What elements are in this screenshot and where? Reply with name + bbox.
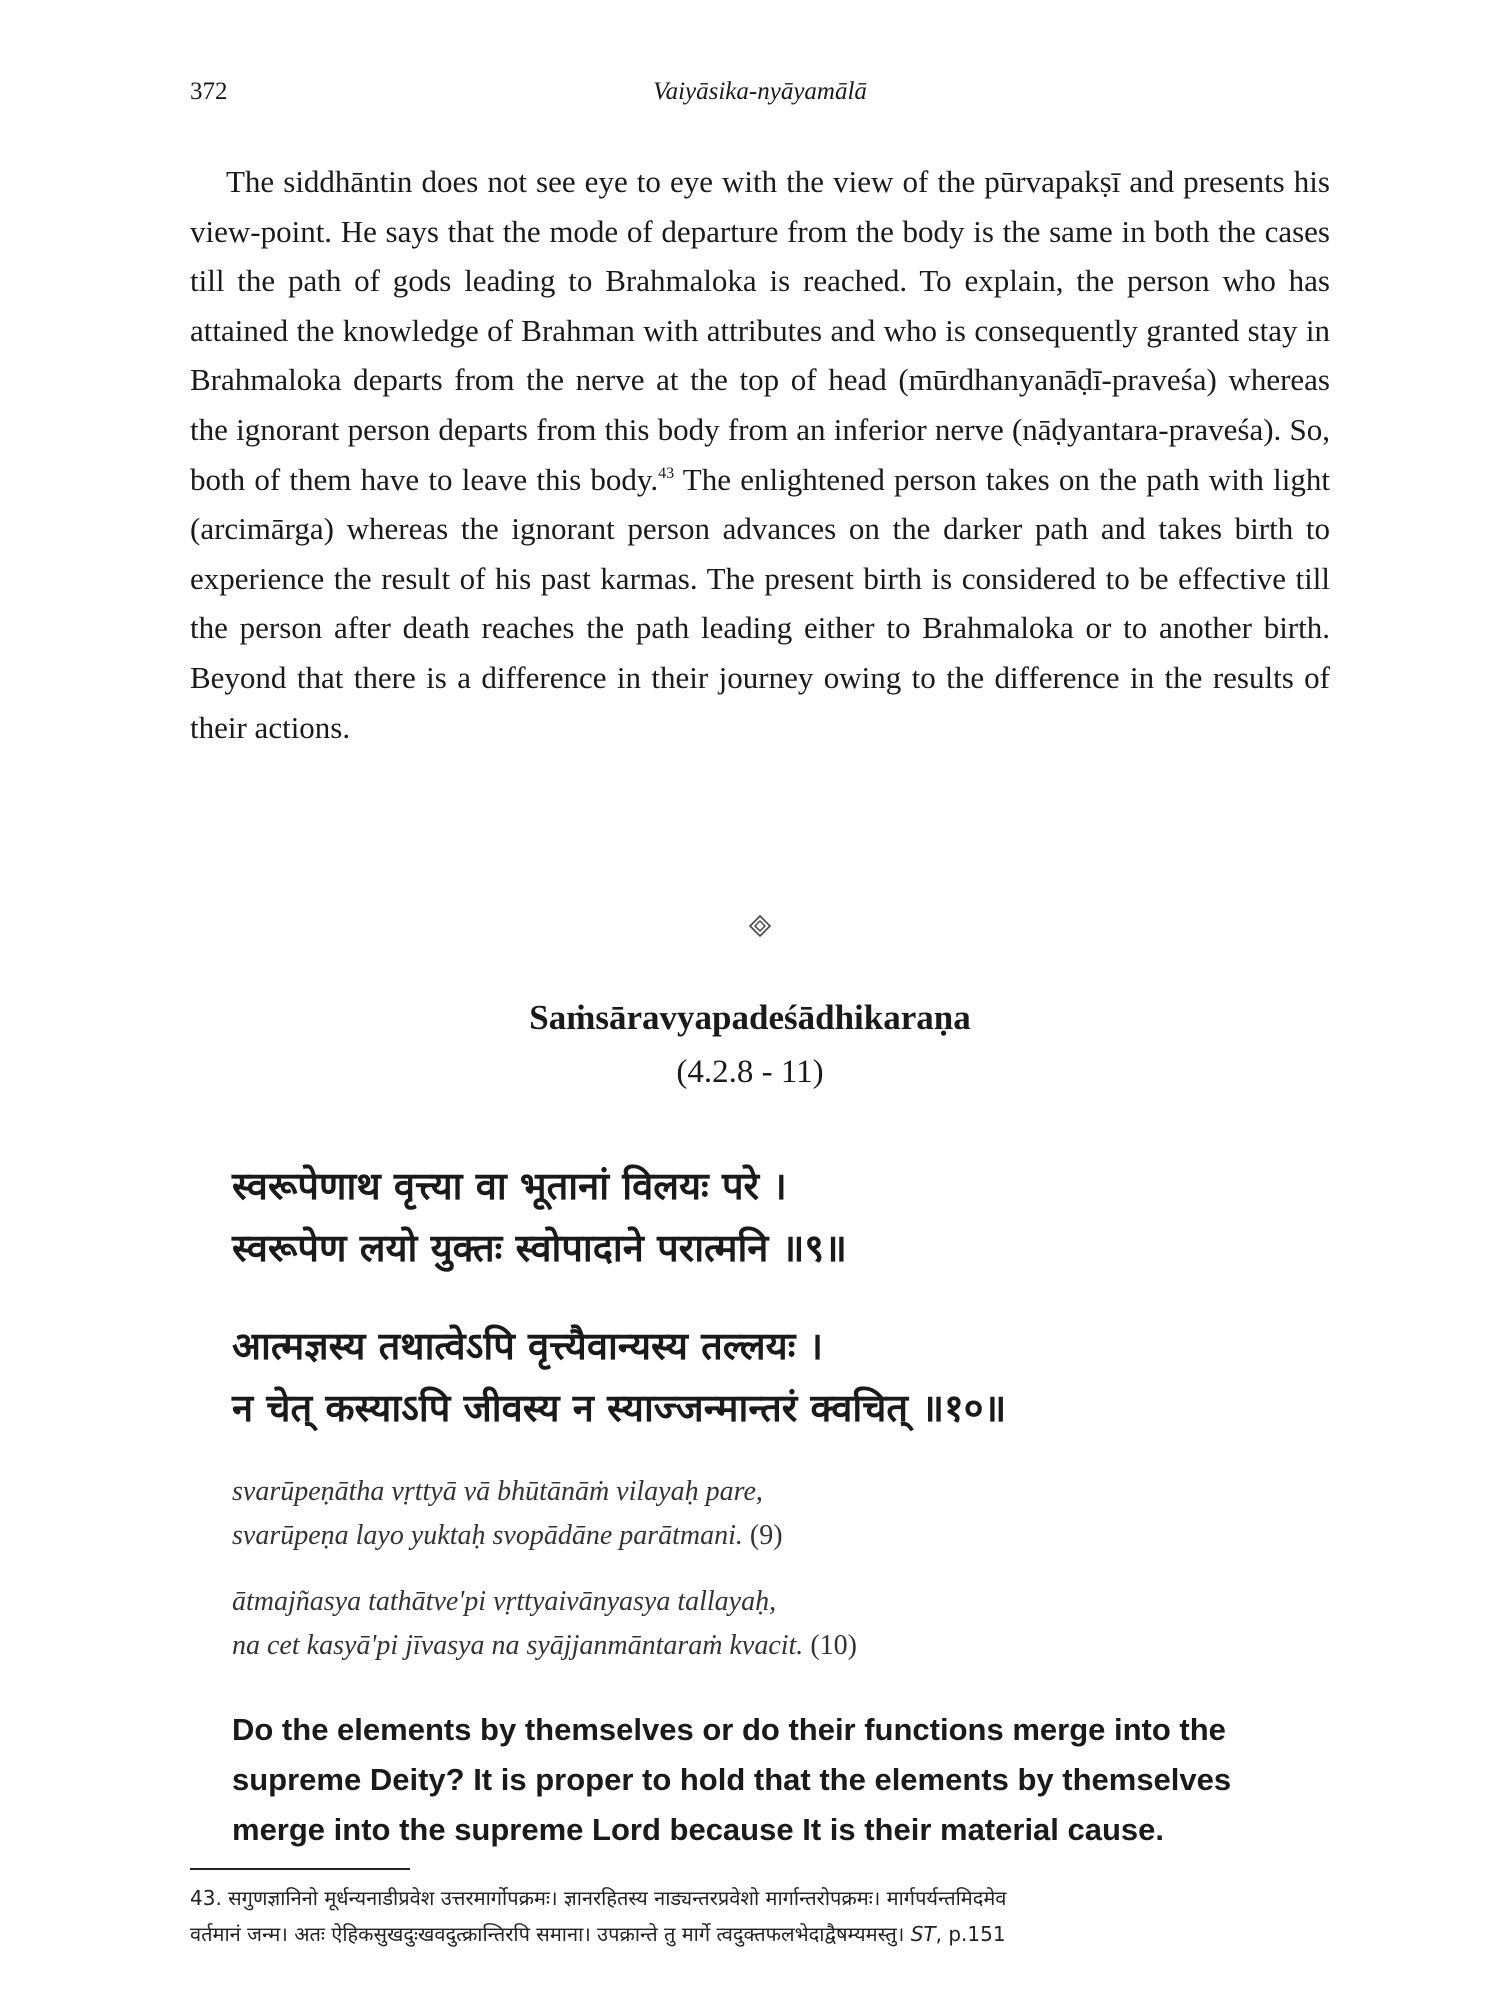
footnote-page: , p.151 [935, 1922, 1006, 1946]
translit-line: svarūpeṇa layo yuktaḥ svopādāne parātmani. [232, 1520, 743, 1551]
verse-line: आत्मज्ञस्य तथात्वेऽपि वृत्त्यैवान्यस्य तल्लयः । [232, 1324, 823, 1368]
devanagari-verse-10 [232, 1315, 1372, 1439]
section-reference: (4.2.8 - 11) [676, 1054, 824, 1090]
diamond-ornament-icon [748, 914, 772, 938]
devanagari-verse-9 [232, 1155, 1372, 1279]
footnote-line: वर्तमानं जन्म। अतः ऐहिकसुखदुःखवदुत्क्रान्तिरपि समाना। उपक्रान्ते तु मार्गे त्वदुक्तफलभेदाद्वैषम्यमस्तु। [190, 1922, 905, 1946]
translit-line: svarūpeṇātha vṛttyā vā bhūtānāṁ vilayaḥ pare, [232, 1476, 763, 1507]
transliteration-verse-10 [232, 1580, 1332, 1668]
summary-question [232, 1705, 1342, 1855]
page-header [190, 78, 1330, 118]
verse-number: (10) [810, 1630, 857, 1661]
body-paragraph [190, 157, 1330, 752]
paragraph-text-after-note: The enlightened person takes on the path with light (arcimārga) whereas the ignorant person advances on the darker path and takes birth to experience the result of his past karmas. The present birth is considered to be effective till the person after death reaches the path leading either to Brahmaloka or to another birth. Beyond that there is a difference in their journey owing to the difference in the results of their actions. [190, 461, 1330, 745]
footnote-source: ST [910, 1922, 936, 1946]
transliteration-verse-9 [232, 1470, 1332, 1558]
translit-line: ātmajñasya tathātve'pi vṛttyaivānyasya tallayaḥ, [232, 1586, 777, 1617]
paragraph-text-before-note: The siddhāntin does not see eye to eye with the view of the pūrvapakṣī and presents his view-point. He says that the mode of departure from the body is the same in both the cases till the path of gods leading to Brahmaloka is reached. To explain, the person who has attained the knowledge of Brahman with attributes and who is consequently granted stay in Brahmaloka departs from the nerve at the top of head (mūrdhanyanāḍī-praveśa) whereas the ignorant person departs from this body from an inferior nerve (nāḍyantara-praveśa). So, both of them have to leave this body. [190, 164, 1330, 497]
footnote-divider [190, 1868, 410, 1870]
page-number: 372 [190, 78, 228, 105]
summary-line: supreme Deity? It is proper to hold that the elements by themselves [232, 1762, 1232, 1797]
verse-line: न चेत् कस्याऽपि जीवस्य न स्याज्जन्मान्तरं क्वचित् ॥१०॥ [232, 1386, 1007, 1430]
footnote [190, 1880, 1340, 1952]
translit-line: na cet kasyā'pi jīvasya na syājjanmāntaraṁ kvacit. [232, 1630, 804, 1661]
summary-line: Do the elements by themselves or do their functions merge into the [232, 1712, 1226, 1747]
summary-line: merge into the supreme Lord because It is their material cause. [232, 1812, 1165, 1847]
running-title: Vaiyāsika-nyāyamālā [653, 78, 867, 105]
footnote-marker: 43 [658, 464, 675, 482]
verse-number: (9) [749, 1520, 783, 1551]
footnote-line: 43. सगुणज्ञानिनो मूर्धन्यनाडीप्रवेश उत्तरमार्गोपक्रमः। ज्ञानरहितस्य नाड्यन्तरप्रवेशो मार्गान्तरोपक्रमः। मार्गपर्यन्तमिदमेव [190, 1886, 1007, 1910]
section-title: Saṁsāravyapadeśādhikaraṇa [529, 998, 971, 1037]
verse-line: स्वरूपेणाथ वृत्त्या वा भूतानां विलयः परे । [232, 1164, 787, 1208]
verse-line: स्वरूपेण लयो युक्तः स्वोपादाने परात्मनि ॥९॥ [232, 1226, 847, 1270]
